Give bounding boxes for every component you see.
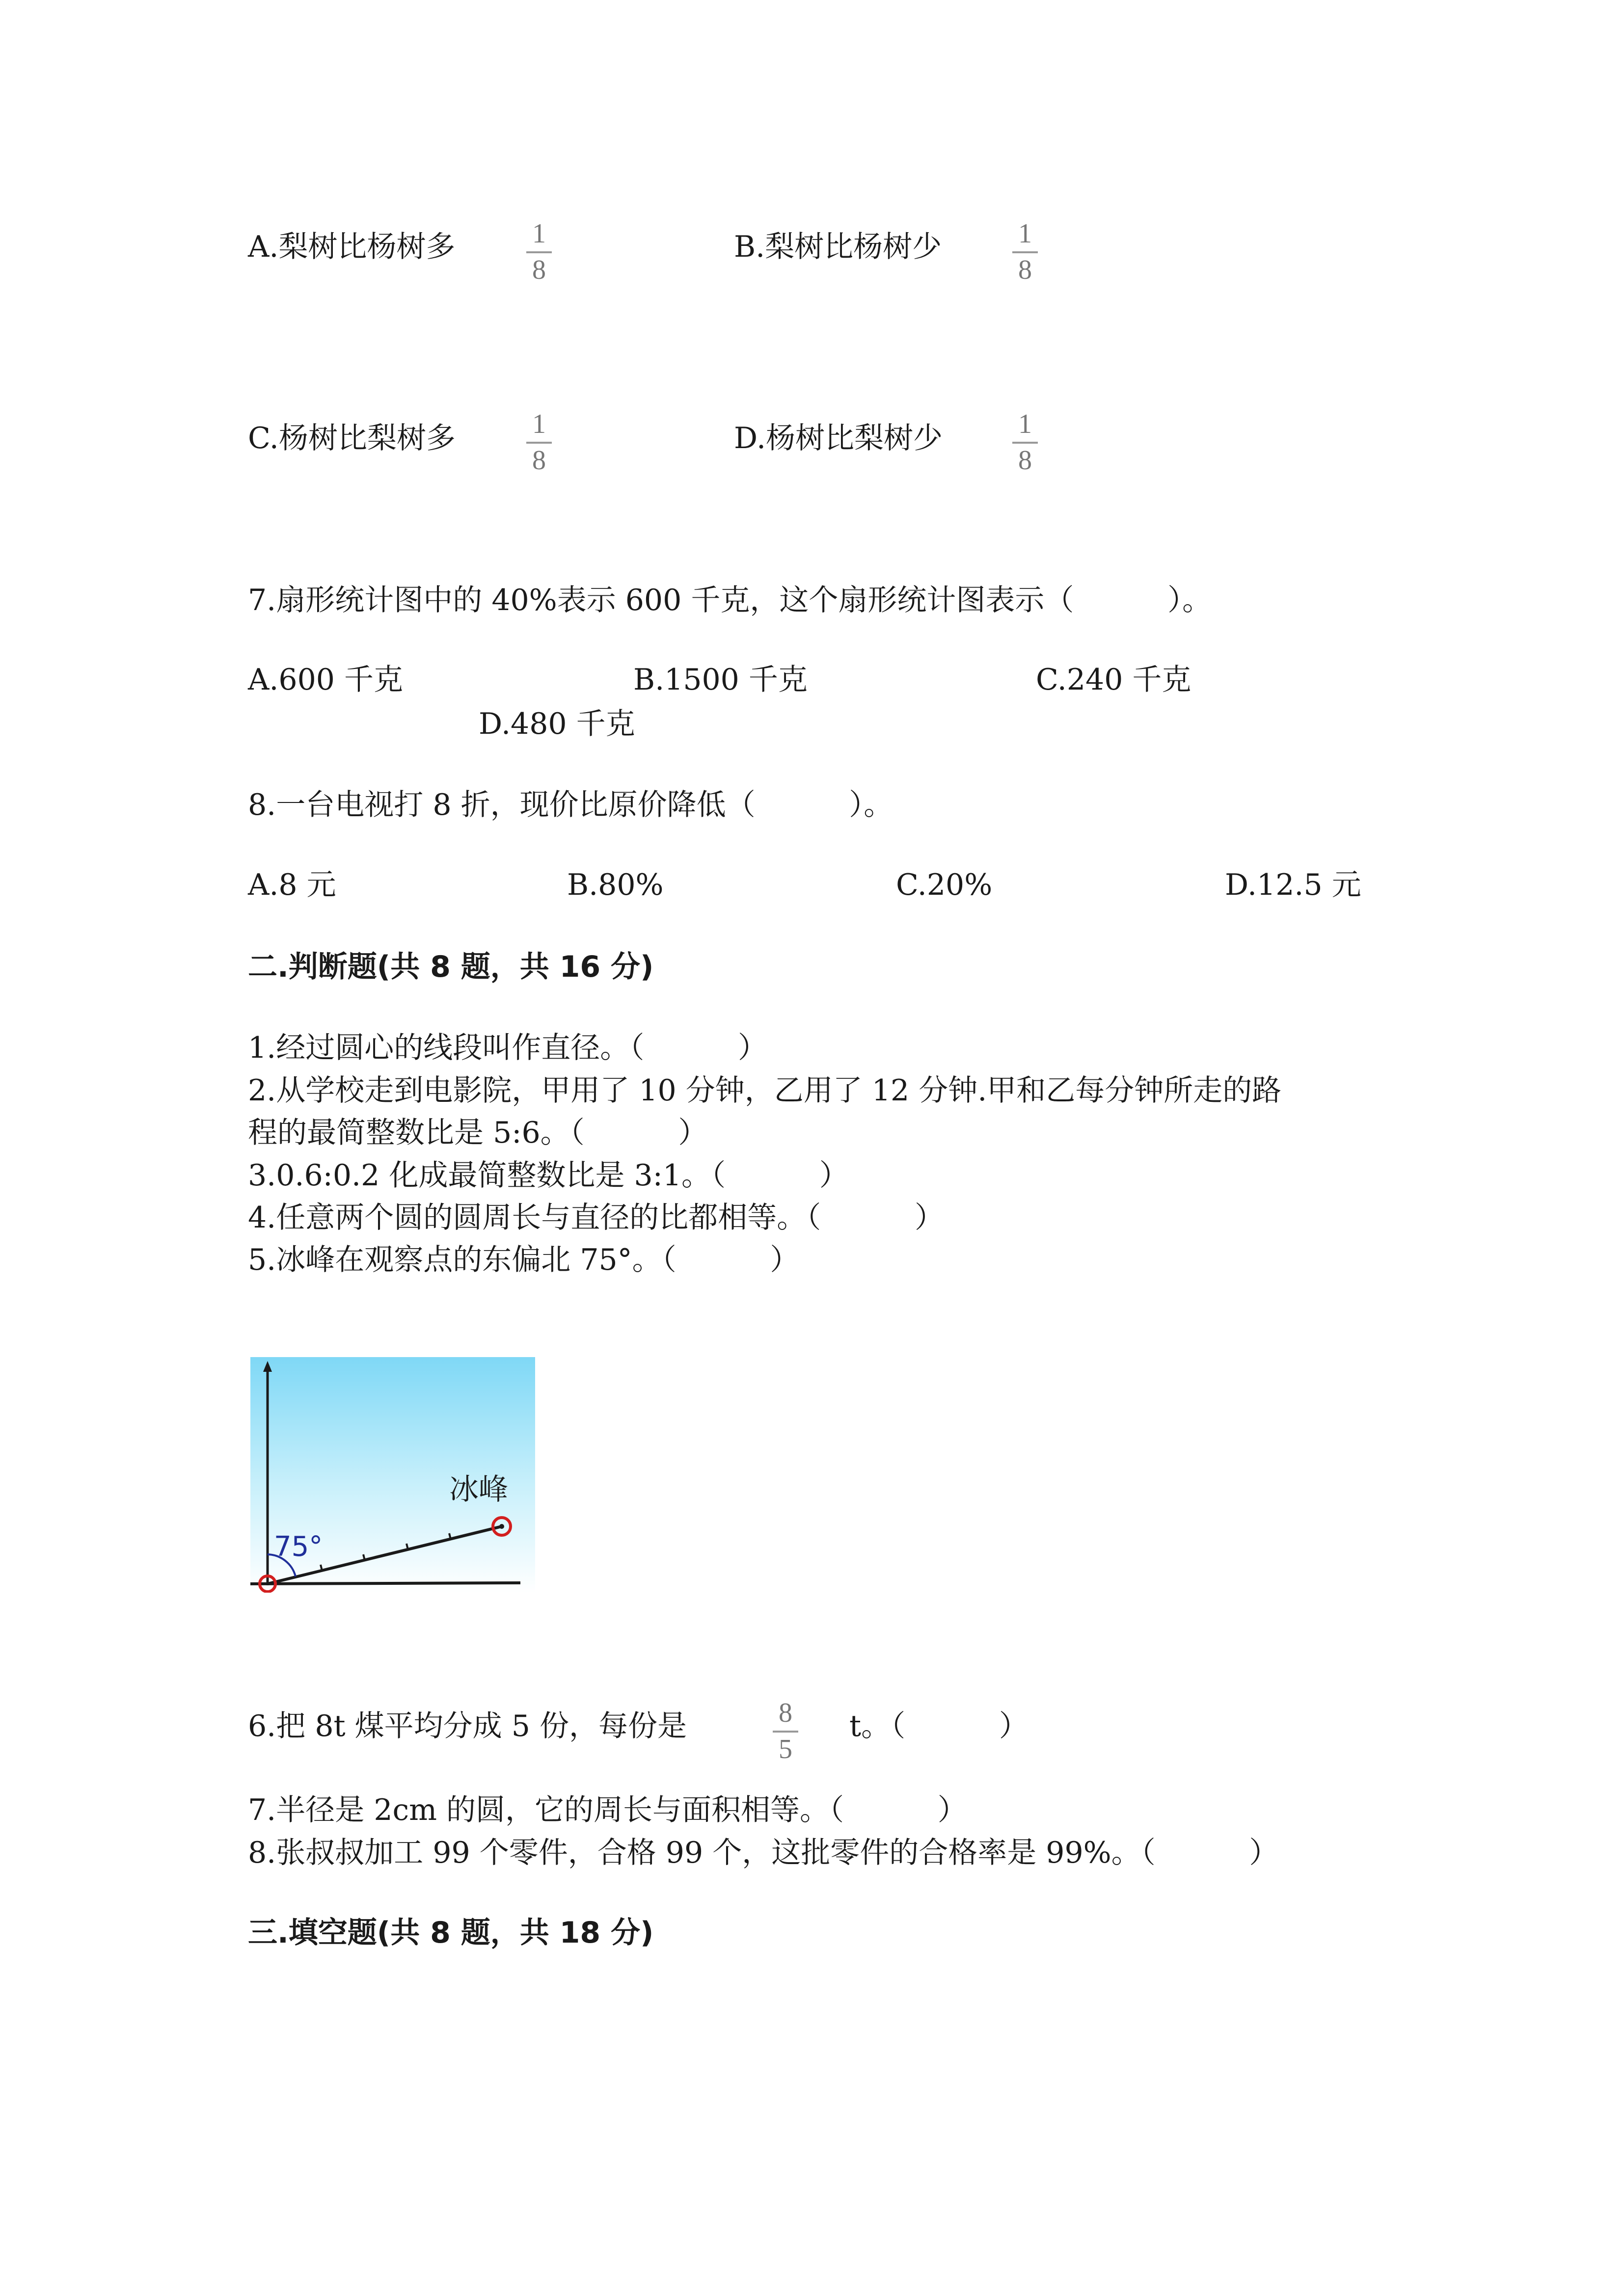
question-8-stem: 8.一台电视打 8 折，现价比原价降低（ ）。: [248, 788, 893, 822]
judge-item-2-line-1: 2.从学校走到电影院，甲用了 10 分钟，乙用了 12 分钟.甲和乙每分钟所走的路: [248, 1073, 1282, 1108]
fraction-option-a: [524, 220, 554, 284]
option-c: C.杨树比梨树多: [248, 421, 456, 455]
q7-option-d: D.480 千克: [479, 707, 635, 741]
q7-option-a: A.600 千克: [248, 663, 403, 697]
fraction-numerator: 1: [1018, 409, 1032, 439]
judge-item-4: 4.任意两个圆的圆周长与直径的比都相等。（ ）: [248, 1201, 944, 1235]
fraction-bar: [526, 442, 552, 444]
fraction-option-b: [1010, 220, 1040, 284]
fraction-bar: [526, 251, 552, 253]
judge-item-1: 1.经过圆心的线段叫作直径。（ ）: [248, 1031, 767, 1065]
judge-item-5: 5.冰峰在观察点的东偏北 75°。（ ）: [248, 1243, 800, 1277]
fraction-option-c: [524, 410, 554, 474]
east-axis: [250, 1583, 520, 1584]
section-2-heading: 二.判断题(共 8 题，共 16 分): [248, 950, 654, 984]
fraction-denominator: 8: [1018, 445, 1032, 476]
option-d: D.杨树比梨树少: [734, 421, 943, 455]
fraction-numerator: 1: [532, 409, 546, 439]
question-7-stem: 7.扇形统计图中的 40%表示 600 千克，这个扇形统计图表示（ ）。: [248, 583, 1212, 617]
q8-option-d: D.12.5 元: [1225, 868, 1361, 902]
angle-label: 75°: [274, 1531, 323, 1563]
q8-option-c: C.20%: [896, 868, 993, 902]
fraction-bar: [1012, 442, 1038, 444]
fraction-bar: [1012, 251, 1038, 253]
fraction-denominator: 8: [1018, 255, 1032, 285]
section-3-heading: 三.填空题(共 8 题，共 18 分): [248, 1916, 654, 1950]
ice-peak-dot: [499, 1524, 504, 1529]
judge-item-2-line-2: 程的最简整数比是 5:6。（ ）: [248, 1116, 708, 1150]
option-b: B.梨树比杨树少: [734, 230, 942, 264]
fraction-numerator: 1: [1018, 218, 1032, 249]
bearing-diagram: [250, 1357, 535, 1593]
fraction-denominator: 8: [532, 255, 546, 285]
q8-option-a: A.8 元: [248, 868, 336, 902]
q8-option-b: B.80%: [567, 868, 664, 902]
q7-option-c: C.240 千克: [1036, 663, 1191, 697]
option-a: A.梨树比杨树多: [248, 230, 456, 264]
fraction-item-6: [771, 1699, 800, 1763]
fraction-numerator: 8: [779, 1698, 792, 1728]
judge-item-6: 6.把 8t 煤平均分成 5 份，每份是: [248, 1709, 687, 1743]
q7-option-b: B.1500 千克: [633, 663, 808, 697]
fraction-denominator: 5: [779, 1734, 792, 1764]
ice-peak-label: 冰峰: [449, 1472, 508, 1507]
fraction-option-d: [1010, 410, 1040, 474]
judge-item-8: 8.张叔叔加工 99 个零件，合格 99 个，这批零件的合格率是 99%。（ ）: [248, 1836, 1279, 1870]
judge-item-6-tail: t。（ ）: [849, 1709, 1029, 1743]
judge-item-3: 3.0.6:0.2 化成最简整数比是 3:1。（ ）: [248, 1158, 849, 1193]
judge-item-7: 7.半径是 2cm 的圆，它的周长与面积相等。（ ）: [248, 1793, 967, 1827]
fraction-numerator: 1: [532, 218, 546, 249]
fraction-denominator: 8: [532, 445, 546, 476]
fraction-bar: [773, 1731, 798, 1733]
